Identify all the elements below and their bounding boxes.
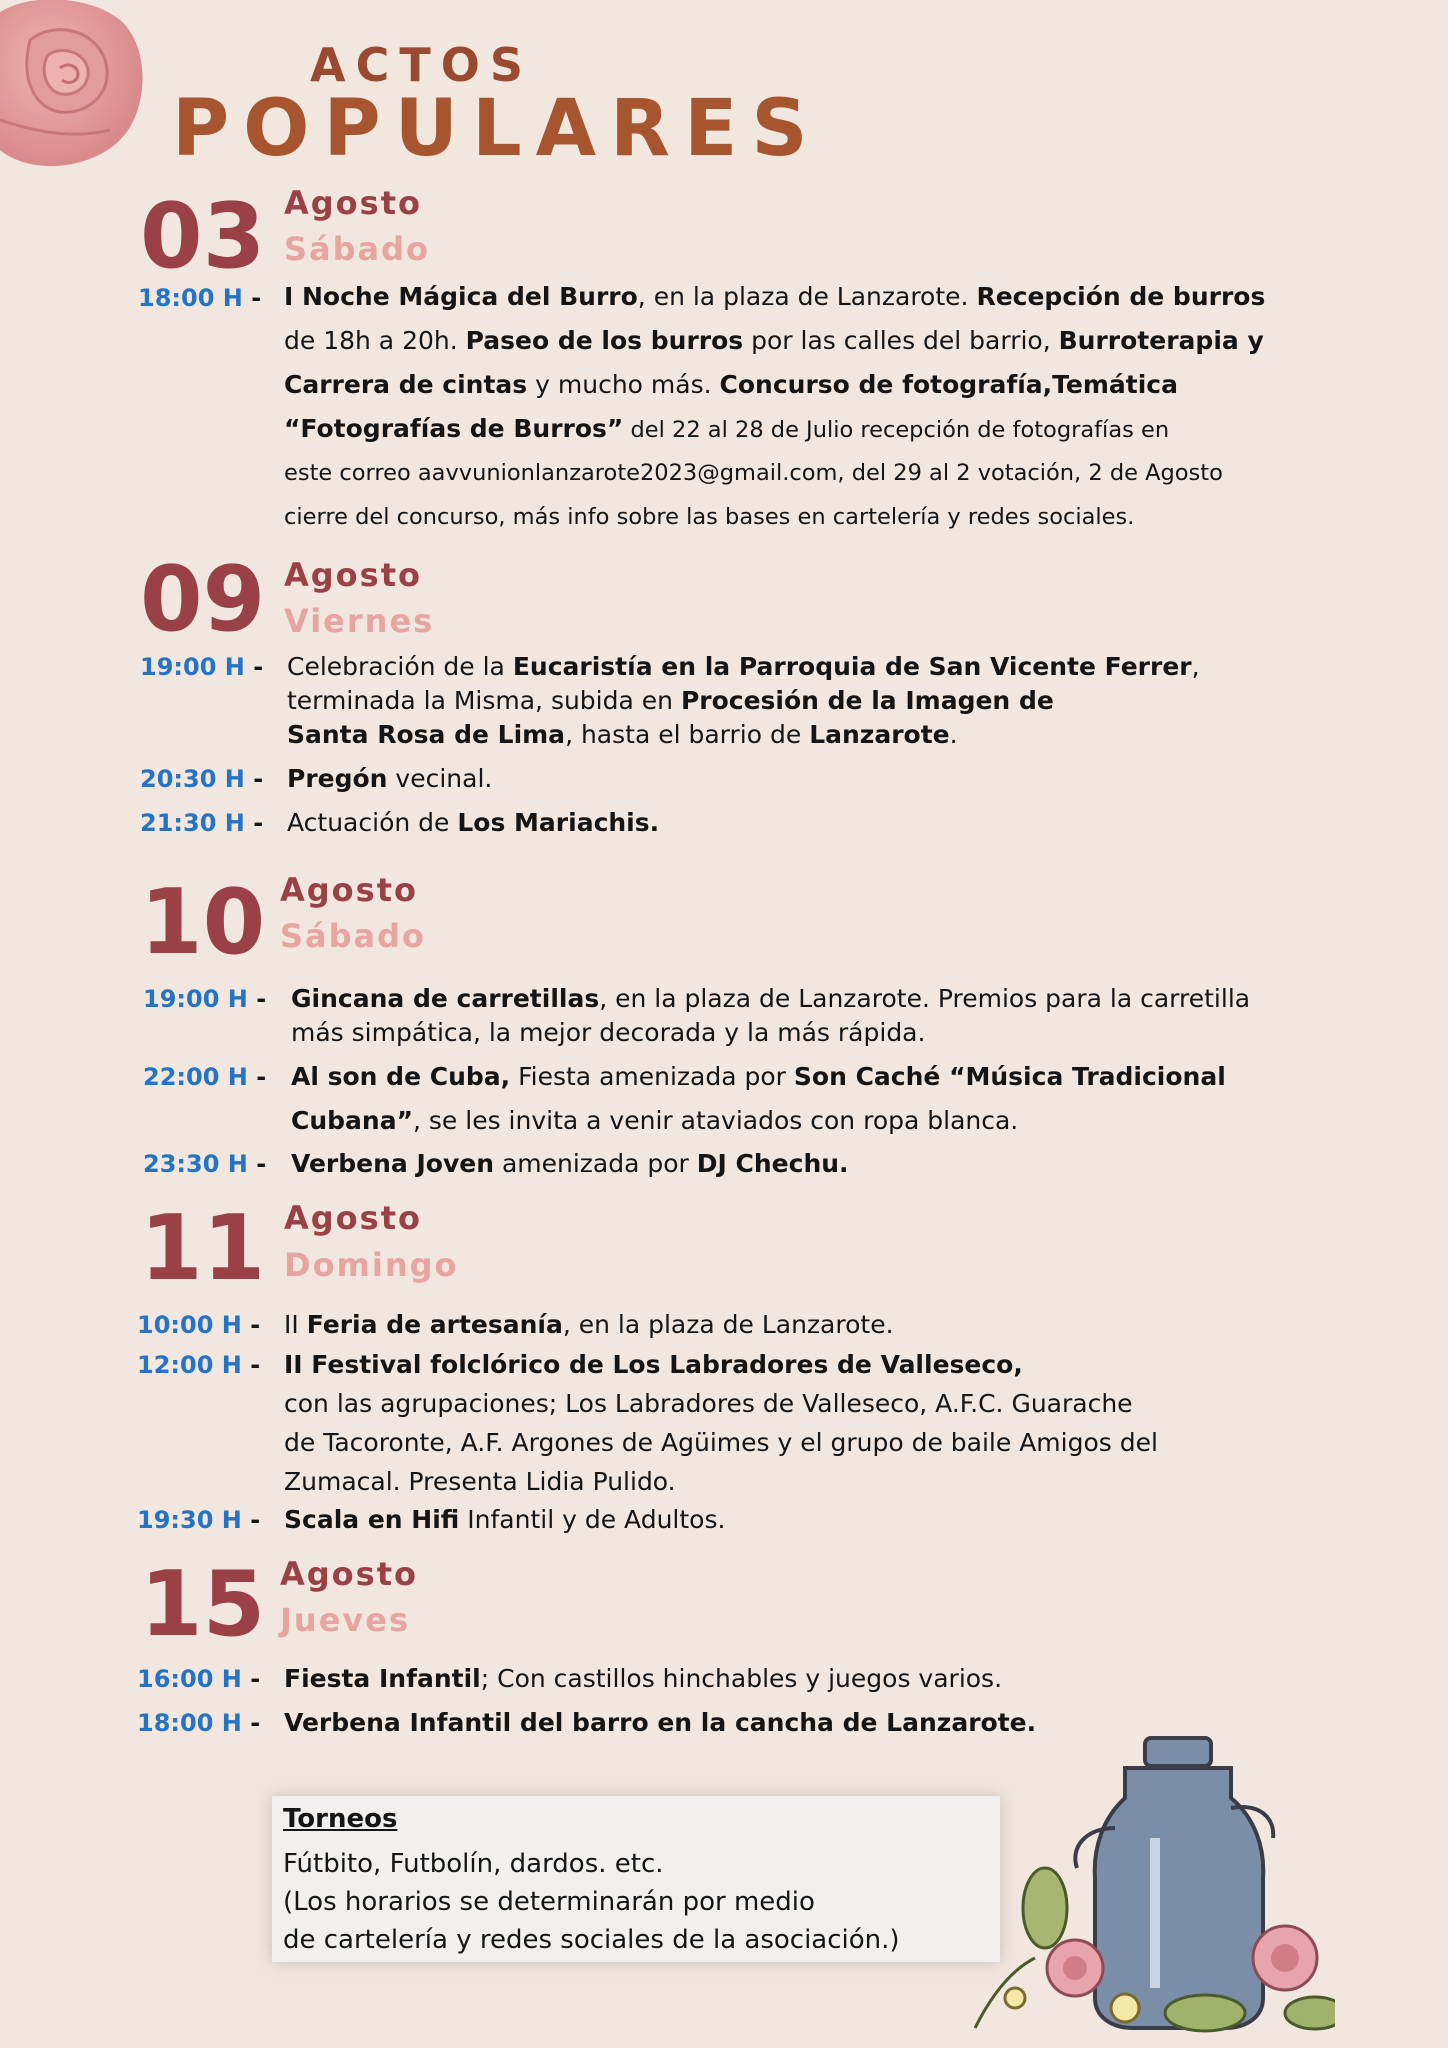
day-weekday: Viernes bbox=[284, 602, 435, 640]
rose-flower-icon bbox=[0, 0, 160, 175]
event-line: Fiesta Infantil; Con castillos hinchables y juegos varios. bbox=[284, 1664, 1003, 1693]
event-line: Al son de Cuba, Fiesta amenizada por Son Caché “Música Tradicional bbox=[291, 1062, 1226, 1091]
event-time: 19:00 H - bbox=[140, 653, 264, 681]
day-month: Agosto bbox=[284, 1199, 422, 1237]
event-line: terminada la Misma, subida en Procesión de la Imagen de bbox=[287, 686, 1054, 715]
day-number: 03 bbox=[140, 184, 266, 289]
day-month: Agosto bbox=[284, 184, 422, 222]
day-number: 11 bbox=[140, 1196, 266, 1301]
event-line: Actuación de Los Mariachis. bbox=[287, 808, 660, 837]
torneos-line: de cartelería y redes sociales de la asociación.) bbox=[283, 1925, 900, 1955]
event-time: 22:00 H - bbox=[143, 1063, 267, 1091]
event-line: I Noche Mágica del Burro, en la plaza de Lanzarote. Recepción de burros bbox=[284, 282, 1266, 311]
event-time: 18:00 H - bbox=[138, 284, 262, 312]
event-line: Santa Rosa de Lima, hasta el barrio de Lanzarote. bbox=[287, 720, 958, 749]
event-time: 18:00 H - bbox=[137, 1709, 261, 1737]
event-line: Carrera de cintas y mucho más. Concurso de fotografía,Temática bbox=[284, 370, 1178, 399]
day-number: 09 bbox=[140, 547, 266, 652]
torneos-line: (Los horarios se determinarán por medio bbox=[283, 1887, 815, 1917]
title-populares: POPULARES bbox=[172, 84, 822, 174]
event-time: 20:30 H - bbox=[140, 765, 264, 793]
torneos-title: Torneos bbox=[283, 1804, 398, 1834]
event-line: de 18h a 20h. Paseo de los burros por las calles del barrio, Burroterapia y bbox=[284, 326, 1264, 355]
event-time: 16:00 H - bbox=[137, 1665, 261, 1693]
title-actos: ACTOS bbox=[310, 38, 533, 92]
day-weekday: Sábado bbox=[280, 917, 427, 955]
event-line: Cubana”, se les invita a venir ataviados con ropa blanca. bbox=[291, 1106, 1019, 1135]
day-month: Agosto bbox=[280, 1555, 418, 1593]
event-line: Verbena Infantil del barro en la cancha de Lanzarote. bbox=[284, 1708, 1037, 1737]
event-line: Scala en Hifi Infantil y de Adultos. bbox=[284, 1505, 726, 1534]
milk-jug-with-flowers-icon bbox=[955, 1728, 1335, 2048]
event-time: 19:30 H - bbox=[137, 1506, 261, 1534]
day-weekday: Sábado bbox=[284, 230, 431, 268]
event-line: de Tacoronte, A.F. Argones de Agüimes y el grupo de baile Amigos del bbox=[284, 1428, 1158, 1457]
day-weekday: Jueves bbox=[280, 1601, 410, 1639]
event-line: este correo aavvunionlanzarote2023@gmail.com, del 29 al 2 votación, 2 de Agosto bbox=[284, 460, 1223, 486]
event-line: Celebración de la Eucaristía en la Parroquia de San Vicente Ferrer, bbox=[287, 652, 1200, 681]
torneos-line: Fútbito, Futbolín, dardos. etc. bbox=[283, 1849, 664, 1879]
event-line: II Festival folclórico de Los Labradores de Valleseco, bbox=[284, 1350, 1023, 1379]
event-time: 10:00 H - bbox=[137, 1311, 261, 1339]
event-line: II Feria de artesanía, en la plaza de Lanzarote. bbox=[284, 1310, 894, 1339]
event-time: 23:30 H - bbox=[143, 1150, 267, 1178]
event-line: Zumacal. Presenta Lidia Pulido. bbox=[284, 1467, 676, 1496]
event-line: Gincana de carretillas, en la plaza de Lanzarote. Premios para la carretilla bbox=[291, 984, 1251, 1013]
event-time: 12:00 H - bbox=[137, 1351, 261, 1379]
event-line: “Fotografías de Burros” del 22 al 28 de Julio recepción de fotografías en bbox=[284, 414, 1170, 443]
day-weekday: Domingo bbox=[284, 1246, 459, 1284]
day-number: 10 bbox=[140, 870, 266, 975]
event-line: cierre del concurso, más info sobre las bases en cartelería y redes sociales. bbox=[284, 504, 1135, 530]
event-line: con las agrupaciones; Los Labradores de Valleseco, A.F.C. Guarache bbox=[284, 1389, 1133, 1418]
event-line: más simpática, la mejor decorada y la más rápida. bbox=[291, 1018, 926, 1047]
event-time: 19:00 H - bbox=[143, 985, 267, 1013]
day-number: 15 bbox=[140, 1552, 266, 1657]
day-month: Agosto bbox=[280, 871, 418, 909]
event-time: 21:30 H - bbox=[140, 809, 264, 837]
day-month: Agosto bbox=[284, 556, 422, 594]
event-line: Pregón vecinal. bbox=[287, 764, 493, 793]
event-line: Verbena Joven amenizada por DJ Chechu. bbox=[291, 1149, 849, 1178]
